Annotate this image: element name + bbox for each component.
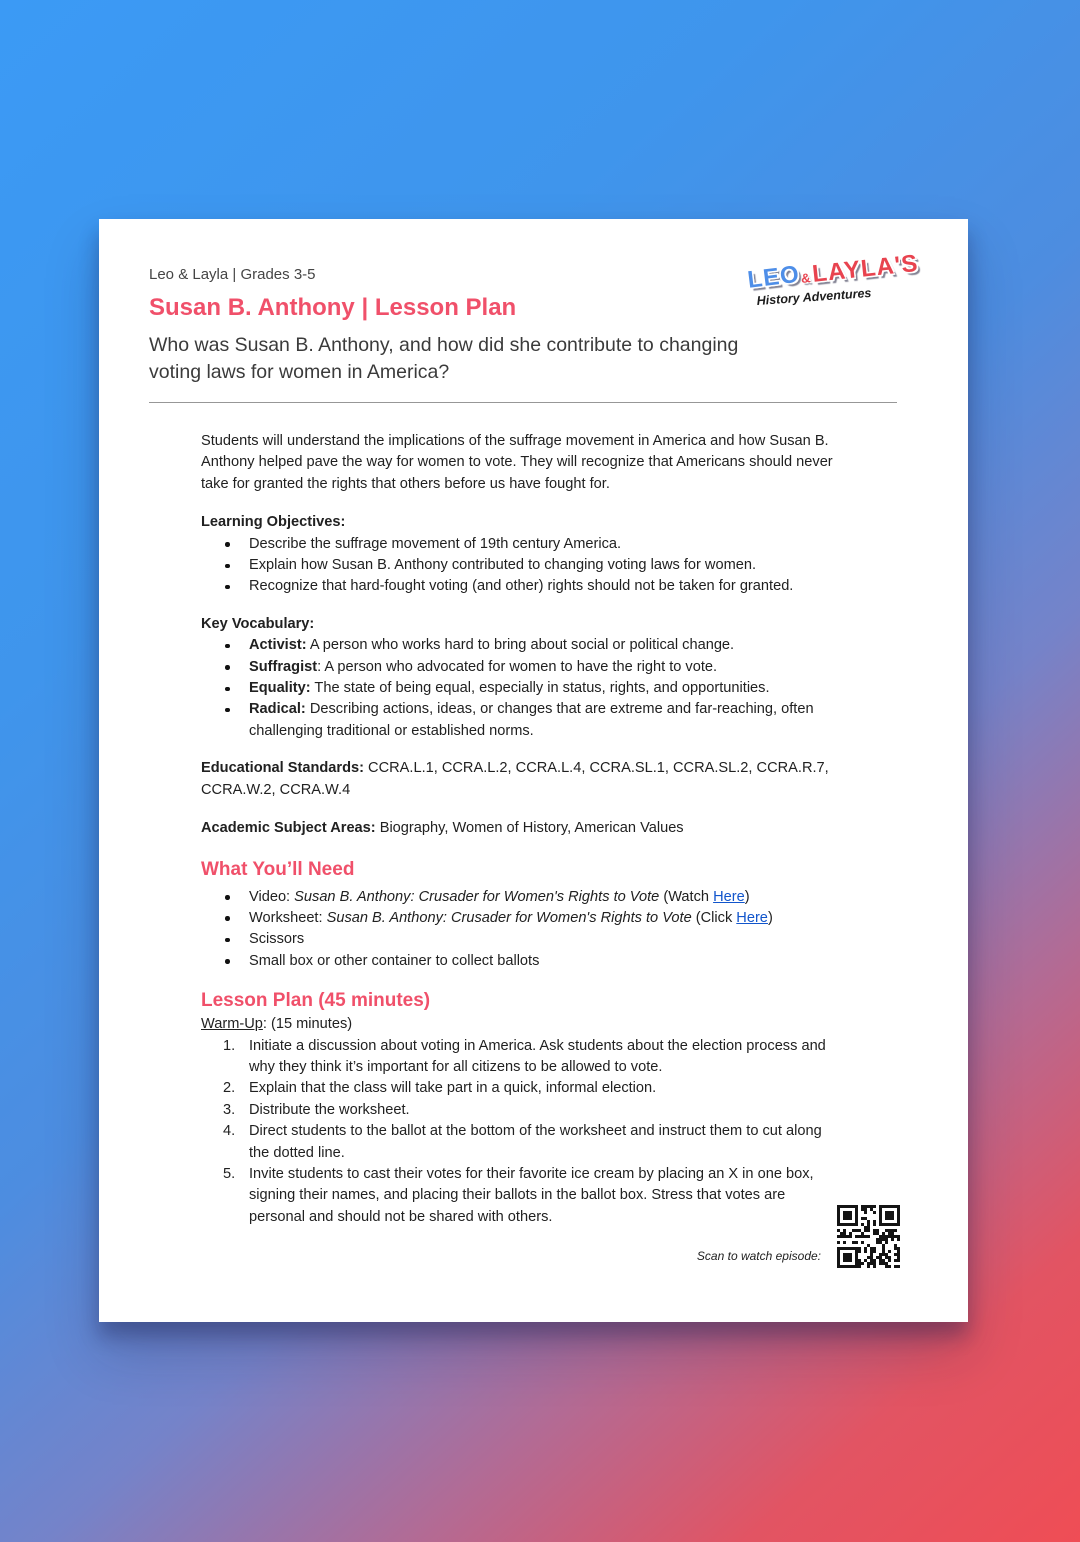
material-title: Susan B. Anthony: Crusader for Women's Rights to Vote — [326, 909, 692, 926]
material-title: Susan B. Anthony: Crusader for Women's Rights to Vote — [294, 888, 660, 905]
series-grade-label: Leo & Layla | Grades 3-5 — [149, 266, 316, 283]
vocab-term: Suffragist — [249, 658, 318, 675]
header-divider — [149, 402, 897, 403]
material-text: ) — [767, 909, 773, 926]
objective-item: Describe the suffrage movement of 19th century America. — [201, 534, 844, 555]
material-item-worksheet — [201, 908, 844, 929]
academic-subject-areas — [201, 818, 844, 839]
vocab-item — [201, 699, 844, 742]
step-item: Explain that the class will take part in a quick, informal election. — [249, 1080, 657, 1097]
vocab-term: Equality: — [249, 680, 311, 697]
material-text: (Watch — [659, 888, 714, 905]
page-title: Susan B. Anthony | Lesson Plan — [149, 294, 517, 321]
subjects-label: Academic Subject Areas: — [201, 820, 376, 837]
subjects-text: Biography, Women of History, American Values — [375, 820, 684, 837]
qr-caption: Scan to watch episode: — [696, 1249, 821, 1263]
standards-text: CCRA.L.1, CCRA.L.2, CCRA.L.4, CCRA.SL.1, CCRA.SL.2, CCRA.R.7, CCRA.W.2, CCRA.W.4 — [201, 760, 829, 798]
material-item-scissors — [201, 929, 844, 950]
material-text: ) — [744, 888, 750, 905]
vocab-term: Activist: — [249, 637, 307, 654]
logo-layla-text: LAYLA'S — [810, 249, 920, 288]
vocab-definition: : A person who advocated for women to have the right to vote. — [317, 658, 718, 675]
vocab-definition: Describing actions, ideas, or changes that are extreme and far-reaching, often challenging traditional or established norms. — [249, 701, 814, 739]
objective-item: Explain how Susan B. Anthony contributed to changing voting laws for women. — [201, 555, 844, 576]
step-item: Initiate a discussion about voting in America. Ask students about the election process and why they think it’s important for all citizens to be allowed to vote. — [249, 1037, 826, 1075]
material-text: Worksheet: — [249, 909, 327, 926]
step-item: Invite students to cast their votes for their favorite ice cream by placing an X in one box, signing their names, and placing their ballots in the ballot box. Stress that votes are personal and should not be shared with others. — [249, 1165, 814, 1225]
material-text: (Click — [691, 909, 737, 926]
logo-tagline: History Adventures — [756, 285, 872, 308]
material-item-video — [201, 887, 844, 908]
material-text: Scissors — [249, 931, 305, 948]
material-text: Video: — [249, 888, 295, 905]
step-item: Distribute the worksheet. — [249, 1101, 410, 1118]
what-youll-need-heading: What You’ll Need — [201, 858, 355, 880]
vocab-item — [201, 657, 844, 678]
vocab-definition: The state of being equal, especially in status, rights, and opportunities. — [310, 680, 770, 697]
warmup-duration: : (15 minutes) — [262, 1016, 353, 1033]
click-here-link[interactable]: Here — [736, 909, 768, 926]
learning-objectives-heading: Learning Objectives: — [201, 514, 346, 531]
key-vocabulary-heading: Key Vocabulary: — [201, 615, 315, 632]
vocab-item — [201, 635, 844, 656]
step-item: Direct students to the ballot at the bottom of the worksheet and instruct them to cut along the dotted line. — [249, 1123, 822, 1161]
what-youll-need-list — [201, 887, 844, 973]
lesson-plan-document-page — [99, 219, 968, 1322]
essential-question: Who was Susan B. Anthony, and how did she contribute to changing voting laws for women in America? — [149, 334, 739, 383]
warmup-label: Warm-Up — [201, 1016, 263, 1033]
watch-here-link[interactable]: Here — [713, 888, 745, 905]
logo-ampersand: & — [800, 270, 812, 286]
key-vocabulary-list — [201, 635, 844, 742]
vocab-item — [201, 678, 844, 699]
vocab-definition: A person who works hard to bring about social or political change. — [306, 637, 735, 654]
objective-item: Recognize that hard-fought voting (and other) rights should not be taken for granted. — [201, 576, 844, 597]
leo-and-layla-logo — [746, 249, 920, 309]
lesson-plan-heading: Lesson Plan (45 minutes) — [201, 990, 431, 1012]
learning-objectives-list — [201, 534, 844, 598]
standards-label: Educational Standards: — [201, 760, 364, 777]
logo-leo-text: LEO — [746, 260, 802, 294]
scan-to-watch-block — [697, 1205, 900, 1268]
material-text: Small box or other container to collect ballots — [249, 952, 540, 969]
lesson-content — [201, 431, 844, 1228]
warmup-label-line — [201, 1014, 844, 1035]
warmup-steps-list — [201, 1036, 844, 1229]
educational-standards — [201, 758, 844, 801]
material-item-ballot-box — [201, 951, 844, 972]
intro-paragraph: Students will understand the implications of the suffrage movement in America and how Susan B. Anthony helped pave the way for women to vote. They will recognize that Americans should never take for granted the rights that others before us have fought for. — [201, 433, 833, 492]
qr-code — [837, 1205, 900, 1268]
vocab-term: Radical: — [249, 701, 306, 718]
